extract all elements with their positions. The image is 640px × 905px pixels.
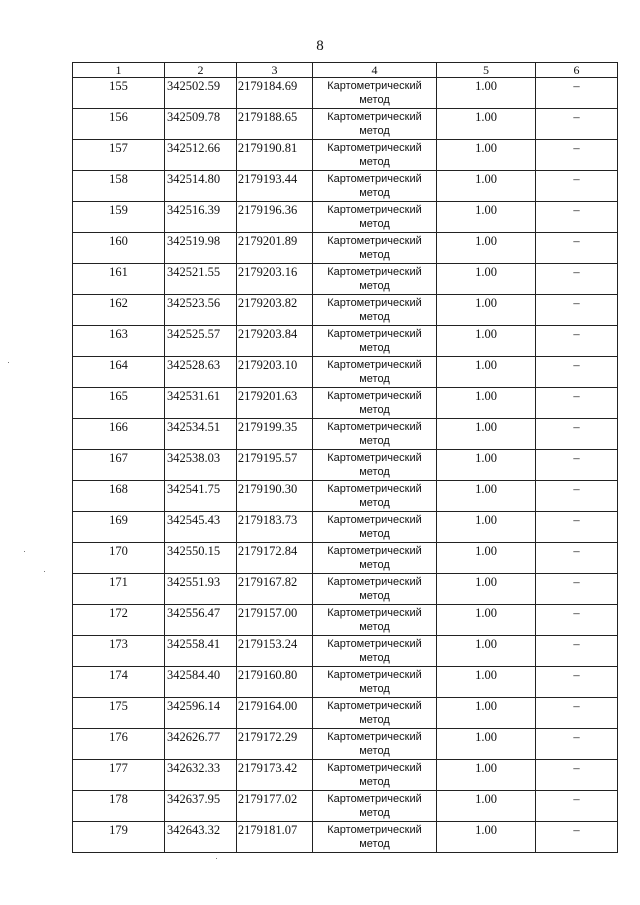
cell-y-coordinate: 2179188.65 — [237, 109, 313, 140]
cell-x-coordinate: 342516.39 — [165, 202, 237, 233]
table-row — [73, 140, 618, 171]
cell-y-coordinate: 2179190.81 — [237, 140, 313, 171]
cell-y-coordinate: 2179195.57 — [237, 450, 313, 481]
cell-note: – — [536, 574, 618, 605]
cell-method: Картометрический метод — [313, 822, 437, 853]
table-row — [73, 636, 618, 667]
cell-accuracy: 1.00 — [437, 233, 536, 264]
cell-point-number: 169 — [73, 512, 165, 543]
cell-x-coordinate: 342541.75 — [165, 481, 237, 512]
cell-x-coordinate: 342521.55 — [165, 264, 237, 295]
cell-method: Картометрический метод — [313, 171, 437, 202]
scan-speck — [216, 858, 217, 859]
cell-accuracy: 1.00 — [437, 729, 536, 760]
cell-point-number: 163 — [73, 326, 165, 357]
cell-note: – — [536, 233, 618, 264]
cell-method: Картометрический метод — [313, 667, 437, 698]
cell-y-coordinate: 2179181.07 — [237, 822, 313, 853]
cell-y-coordinate: 2179199.35 — [237, 419, 313, 450]
cell-point-number: 166 — [73, 419, 165, 450]
cell-x-coordinate: 342519.98 — [165, 233, 237, 264]
table-row — [73, 295, 618, 326]
cell-accuracy: 1.00 — [437, 419, 536, 450]
cell-point-number: 170 — [73, 543, 165, 574]
cell-note: – — [536, 512, 618, 543]
cell-accuracy: 1.00 — [437, 326, 536, 357]
table-row — [73, 419, 618, 450]
cell-x-coordinate: 342545.43 — [165, 512, 237, 543]
cell-point-number: 172 — [73, 605, 165, 636]
cell-point-number: 156 — [73, 109, 165, 140]
table-row — [73, 202, 618, 233]
cell-accuracy: 1.00 — [437, 202, 536, 233]
table-row — [73, 698, 618, 729]
cell-method: Картометрический метод — [313, 512, 437, 543]
cell-note: – — [536, 729, 618, 760]
cell-x-coordinate: 342626.77 — [165, 729, 237, 760]
cell-y-coordinate: 2179196.36 — [237, 202, 313, 233]
cell-point-number: 159 — [73, 202, 165, 233]
cell-method: Картометрический метод — [313, 574, 437, 605]
cell-point-number: 176 — [73, 729, 165, 760]
cell-x-coordinate: 342550.15 — [165, 543, 237, 574]
cell-y-coordinate: 2179201.63 — [237, 388, 313, 419]
cell-method: Картометрический метод — [313, 791, 437, 822]
cell-method: Картометрический метод — [313, 295, 437, 326]
cell-accuracy: 1.00 — [437, 636, 536, 667]
cell-note: – — [536, 543, 618, 574]
cell-accuracy: 1.00 — [437, 574, 536, 605]
cell-accuracy: 1.00 — [437, 388, 536, 419]
cell-x-coordinate: 342502.59 — [165, 78, 237, 109]
cell-accuracy: 1.00 — [437, 512, 536, 543]
cell-note: – — [536, 78, 618, 109]
cell-method: Картометрический метод — [313, 357, 437, 388]
cell-point-number: 174 — [73, 667, 165, 698]
cell-point-number: 173 — [73, 636, 165, 667]
cell-point-number: 178 — [73, 791, 165, 822]
cell-accuracy: 1.00 — [437, 667, 536, 698]
cell-method: Картометрический метод — [313, 233, 437, 264]
cell-point-number: 158 — [73, 171, 165, 202]
cell-point-number: 171 — [73, 574, 165, 605]
cell-x-coordinate: 342509.78 — [165, 109, 237, 140]
cell-y-coordinate: 2179203.10 — [237, 357, 313, 388]
cell-x-coordinate: 342556.47 — [165, 605, 237, 636]
cell-method: Картометрический метод — [313, 202, 437, 233]
cell-point-number: 160 — [73, 233, 165, 264]
cell-y-coordinate: 2179172.29 — [237, 729, 313, 760]
cell-accuracy: 1.00 — [437, 760, 536, 791]
table-row — [73, 78, 618, 109]
cell-note: – — [536, 171, 618, 202]
cell-method: Картометрический метод — [313, 760, 437, 791]
cell-method: Картометрический метод — [313, 140, 437, 171]
header-row — [73, 63, 618, 78]
header-col-5: 5 — [437, 63, 536, 78]
cell-x-coordinate: 342523.56 — [165, 295, 237, 326]
table-row — [73, 667, 618, 698]
scan-speck — [8, 362, 9, 363]
cell-method: Картометрический метод — [313, 605, 437, 636]
cell-y-coordinate: 2179173.42 — [237, 760, 313, 791]
cell-x-coordinate: 342551.93 — [165, 574, 237, 605]
scan-speck — [24, 551, 25, 552]
cell-accuracy: 1.00 — [437, 605, 536, 636]
header-col-4: 4 — [313, 63, 437, 78]
cell-point-number: 157 — [73, 140, 165, 171]
cell-x-coordinate: 342534.51 — [165, 419, 237, 450]
cell-x-coordinate: 342558.41 — [165, 636, 237, 667]
cell-y-coordinate: 2179177.02 — [237, 791, 313, 822]
table-row — [73, 791, 618, 822]
cell-y-coordinate: 2179203.84 — [237, 326, 313, 357]
cell-y-coordinate: 2179203.16 — [237, 264, 313, 295]
cell-x-coordinate: 342538.03 — [165, 450, 237, 481]
cell-y-coordinate: 2179201.89 — [237, 233, 313, 264]
cell-x-coordinate: 342632.33 — [165, 760, 237, 791]
table-row — [73, 729, 618, 760]
cell-method: Картометрический метод — [313, 543, 437, 574]
cell-note: – — [536, 295, 618, 326]
cell-note: – — [536, 760, 618, 791]
cell-point-number: 167 — [73, 450, 165, 481]
cell-method: Картометрический метод — [313, 264, 437, 295]
cell-note: – — [536, 326, 618, 357]
cell-point-number: 162 — [73, 295, 165, 326]
cell-x-coordinate: 342531.61 — [165, 388, 237, 419]
cell-note: – — [536, 202, 618, 233]
cell-y-coordinate: 2179183.73 — [237, 512, 313, 543]
cell-note: – — [536, 140, 618, 171]
table-row — [73, 326, 618, 357]
cell-method: Картометрический метод — [313, 698, 437, 729]
table-row — [73, 822, 618, 853]
cell-note: – — [536, 822, 618, 853]
table-row — [73, 388, 618, 419]
cell-accuracy: 1.00 — [437, 698, 536, 729]
cell-method: Картометрический метод — [313, 388, 437, 419]
table-row — [73, 512, 618, 543]
cell-x-coordinate: 342584.40 — [165, 667, 237, 698]
cell-y-coordinate: 2179190.30 — [237, 481, 313, 512]
cell-accuracy: 1.00 — [437, 791, 536, 822]
page-number: 8 — [316, 38, 324, 54]
table-row — [73, 574, 618, 605]
cell-y-coordinate: 2179203.82 — [237, 295, 313, 326]
cell-point-number: 175 — [73, 698, 165, 729]
cell-accuracy: 1.00 — [437, 357, 536, 388]
cell-accuracy: 1.00 — [437, 78, 536, 109]
cell-note: – — [536, 636, 618, 667]
cell-method: Картометрический метод — [313, 326, 437, 357]
table-row — [73, 450, 618, 481]
cell-accuracy: 1.00 — [437, 450, 536, 481]
cell-x-coordinate: 342512.66 — [165, 140, 237, 171]
cell-x-coordinate: 342637.95 — [165, 791, 237, 822]
table-row — [73, 171, 618, 202]
cell-y-coordinate: 2179193.44 — [237, 171, 313, 202]
cell-accuracy: 1.00 — [437, 822, 536, 853]
cell-method: Картометрический метод — [313, 636, 437, 667]
cell-x-coordinate: 342596.14 — [165, 698, 237, 729]
cell-accuracy: 1.00 — [437, 109, 536, 140]
cell-y-coordinate: 2179160.80 — [237, 667, 313, 698]
cell-method: Картометрический метод — [313, 419, 437, 450]
cell-y-coordinate: 2179157.00 — [237, 605, 313, 636]
cell-y-coordinate: 2179184.69 — [237, 78, 313, 109]
cell-method: Картометрический метод — [313, 78, 437, 109]
cell-note: – — [536, 667, 618, 698]
cell-note: – — [536, 388, 618, 419]
table-row — [73, 543, 618, 574]
cell-method: Картометрический метод — [313, 729, 437, 760]
header-col-2: 2 — [165, 63, 237, 78]
table-row — [73, 357, 618, 388]
cell-accuracy: 1.00 — [437, 140, 536, 171]
cell-note: – — [536, 264, 618, 295]
cell-y-coordinate: 2179167.82 — [237, 574, 313, 605]
cell-note: – — [536, 791, 618, 822]
scan-speck — [44, 571, 45, 572]
cell-accuracy: 1.00 — [437, 543, 536, 574]
header-col-1: 1 — [73, 63, 165, 78]
table-header — [73, 63, 618, 78]
cell-point-number: 155 — [73, 78, 165, 109]
cell-x-coordinate: 342643.32 — [165, 822, 237, 853]
table-row — [73, 760, 618, 791]
cell-note: – — [536, 109, 618, 140]
table-row — [73, 109, 618, 140]
cell-y-coordinate: 2179172.84 — [237, 543, 313, 574]
cell-note: – — [536, 605, 618, 636]
cell-point-number: 161 — [73, 264, 165, 295]
cell-note: – — [536, 698, 618, 729]
cell-point-number: 179 — [73, 822, 165, 853]
cell-y-coordinate: 2179164.00 — [237, 698, 313, 729]
cell-y-coordinate: 2179153.24 — [237, 636, 313, 667]
cell-accuracy: 1.00 — [437, 264, 536, 295]
cell-method: Картометрический метод — [313, 450, 437, 481]
cell-accuracy: 1.00 — [437, 171, 536, 202]
table-row — [73, 481, 618, 512]
table-row — [73, 233, 618, 264]
cell-x-coordinate: 342528.63 — [165, 357, 237, 388]
header-col-3: 3 — [237, 63, 313, 78]
cell-method: Картометрический метод — [313, 109, 437, 140]
cell-x-coordinate: 342514.80 — [165, 171, 237, 202]
cell-point-number: 177 — [73, 760, 165, 791]
cell-accuracy: 1.00 — [437, 295, 536, 326]
table-body — [73, 78, 618, 853]
cell-accuracy: 1.00 — [437, 481, 536, 512]
cell-note: – — [536, 357, 618, 388]
cell-point-number: 164 — [73, 357, 165, 388]
table-row — [73, 605, 618, 636]
table-row — [73, 264, 618, 295]
cell-note: – — [536, 481, 618, 512]
cell-x-coordinate: 342525.57 — [165, 326, 237, 357]
cell-point-number: 165 — [73, 388, 165, 419]
cell-method: Картометрический метод — [313, 481, 437, 512]
cell-note: – — [536, 450, 618, 481]
cell-note: – — [536, 419, 618, 450]
coordinates-table — [72, 62, 618, 853]
header-col-6: 6 — [536, 63, 618, 78]
cell-point-number: 168 — [73, 481, 165, 512]
